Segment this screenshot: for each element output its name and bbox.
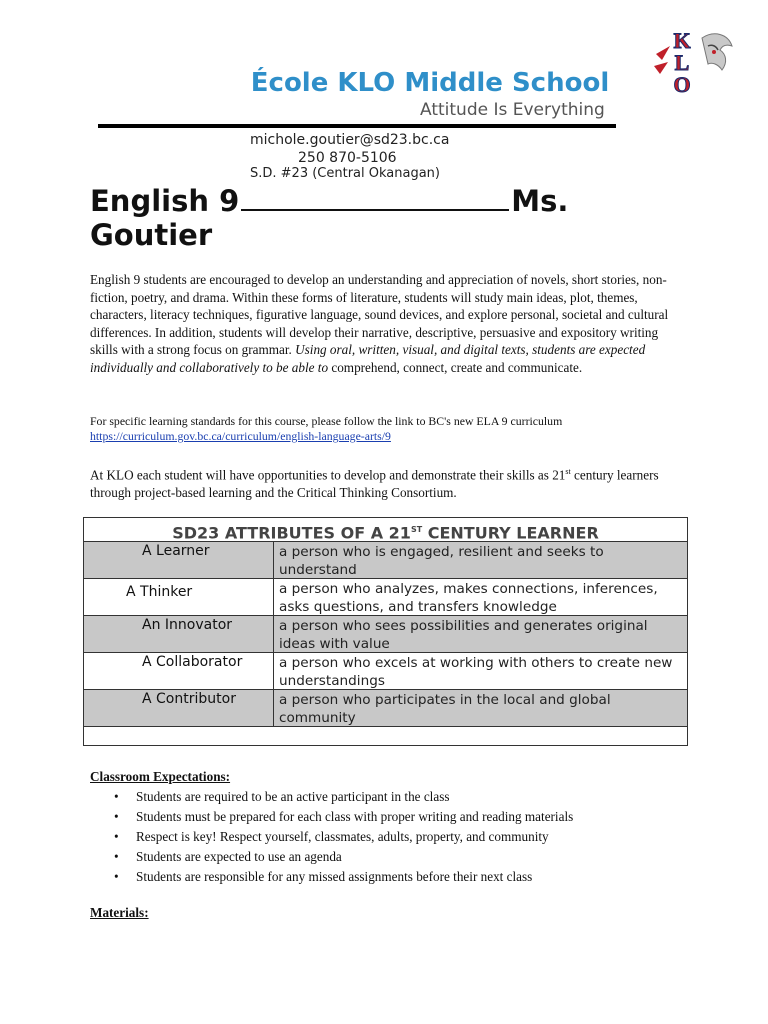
teacher-name: Goutier: [90, 218, 213, 252]
attribute-term: A Thinker: [84, 579, 274, 615]
attribute-definition: a person who is engaged, resilient and seeks to understand: [279, 544, 604, 578]
table-title-sup: ST: [410, 525, 423, 534]
attribute-definition: a person who sees possibilities and generates original ideas with value: [279, 618, 648, 652]
attribute-term: A Contributor: [84, 690, 274, 726]
attribute-term: A Collaborator: [84, 653, 274, 689]
teacher-phone: 250 870-5106: [298, 150, 397, 166]
attribute-row: [84, 542, 687, 579]
klo-text-after: century learners through project-based learning and the Critical Thinking Consortium.: [90, 467, 659, 500]
table-title-text-after: CENTURY LEARNER: [422, 523, 599, 543]
intro-text: English 9 students are encouraged to develop an understanding and appreciation of novels, short stories, non-fiction, poetry, and drama. Within these forms of literature, students will study main ideas, plot, themes, characters, literacy techniques, figurative language, sound devices, and explore personal, societal and cultural differences. In addition, students will develop their narrative, descriptive, persuasive and expository writing skills with a strong focus on grammar.: [90, 272, 669, 358]
teacher-title: Ms.: [511, 184, 569, 218]
standards-paragraph: [90, 414, 680, 444]
school-motto: Attitude Is Everything: [420, 100, 605, 120]
attribute-definition: a person who analyzes, makes connections, inferences, asks questions, and transfers knowledge: [279, 581, 658, 615]
attribute-definition: a person who participates in the local and global community: [279, 692, 611, 726]
intro-italic: Using oral, written, visual, and digital texts, students are expected individually and collaboratively to be able to: [90, 342, 646, 375]
table-empty-row: [84, 726, 687, 745]
attribute-term: A Learner: [84, 542, 274, 578]
header-rule: [98, 124, 616, 128]
curriculum-link[interactable]: https://curriculum.gov.bc.ca/curriculum/english-language-arts/9: [90, 429, 391, 443]
school-district: S.D. #23 (Central Okanagan): [250, 166, 440, 181]
course-title: [90, 184, 650, 252]
materials-heading: Materials:: [90, 905, 149, 920]
intro-paragraph: [90, 271, 680, 377]
klo-text: At KLO each student will have opportunities to develop and demonstrate their skills as 21: [90, 467, 566, 483]
expectation-item: • Students are responsible for any missed assignments before their next class: [90, 867, 690, 887]
attribute-row: [84, 690, 687, 726]
attribute-term: An Innovator: [84, 616, 274, 652]
attribute-row: [84, 616, 687, 653]
course-name: English 9: [90, 184, 240, 218]
expectation-item: • Students must be prepared for each class with proper writing and reading materials: [90, 807, 690, 827]
expectations-list: [90, 787, 690, 887]
expectations-heading: Classroom Expectations:: [90, 769, 231, 784]
teacher-email[interactable]: michole.goutier@sd23.bc.ca: [250, 132, 450, 148]
attribute-row: [84, 653, 687, 690]
title-underline: [241, 185, 509, 211]
attributes-table-title: [84, 518, 687, 542]
attribute-row: [84, 579, 687, 616]
expectation-item: • Students are expected to use an agenda: [90, 847, 690, 867]
svg-text:K: K: [673, 28, 691, 53]
svg-text:O: O: [673, 72, 691, 96]
klo-sup: st: [565, 467, 571, 476]
table-title-text: SD23 ATTRIBUTES OF A 21: [172, 523, 411, 543]
intro-tail: comprehend, connect, create and communicate.: [328, 359, 583, 375]
standards-text: For specific learning standards for this course, please follow the link to BC's new ELA 9 curriculum: [90, 414, 563, 428]
expectation-item: • Respect is key! Respect yourself, classmates, adults, property, and community: [90, 827, 690, 847]
attributes-rows: [84, 542, 687, 726]
svg-text:L: L: [674, 50, 690, 75]
school-name: École KLO Middle School: [250, 68, 610, 98]
expectation-item: • Students are required to be an active participant in the class: [90, 787, 690, 807]
attribute-definition: a person who excels at working with others to create new understandings: [279, 655, 673, 689]
attributes-table: [83, 517, 688, 746]
klo-paragraph: [90, 463, 680, 502]
